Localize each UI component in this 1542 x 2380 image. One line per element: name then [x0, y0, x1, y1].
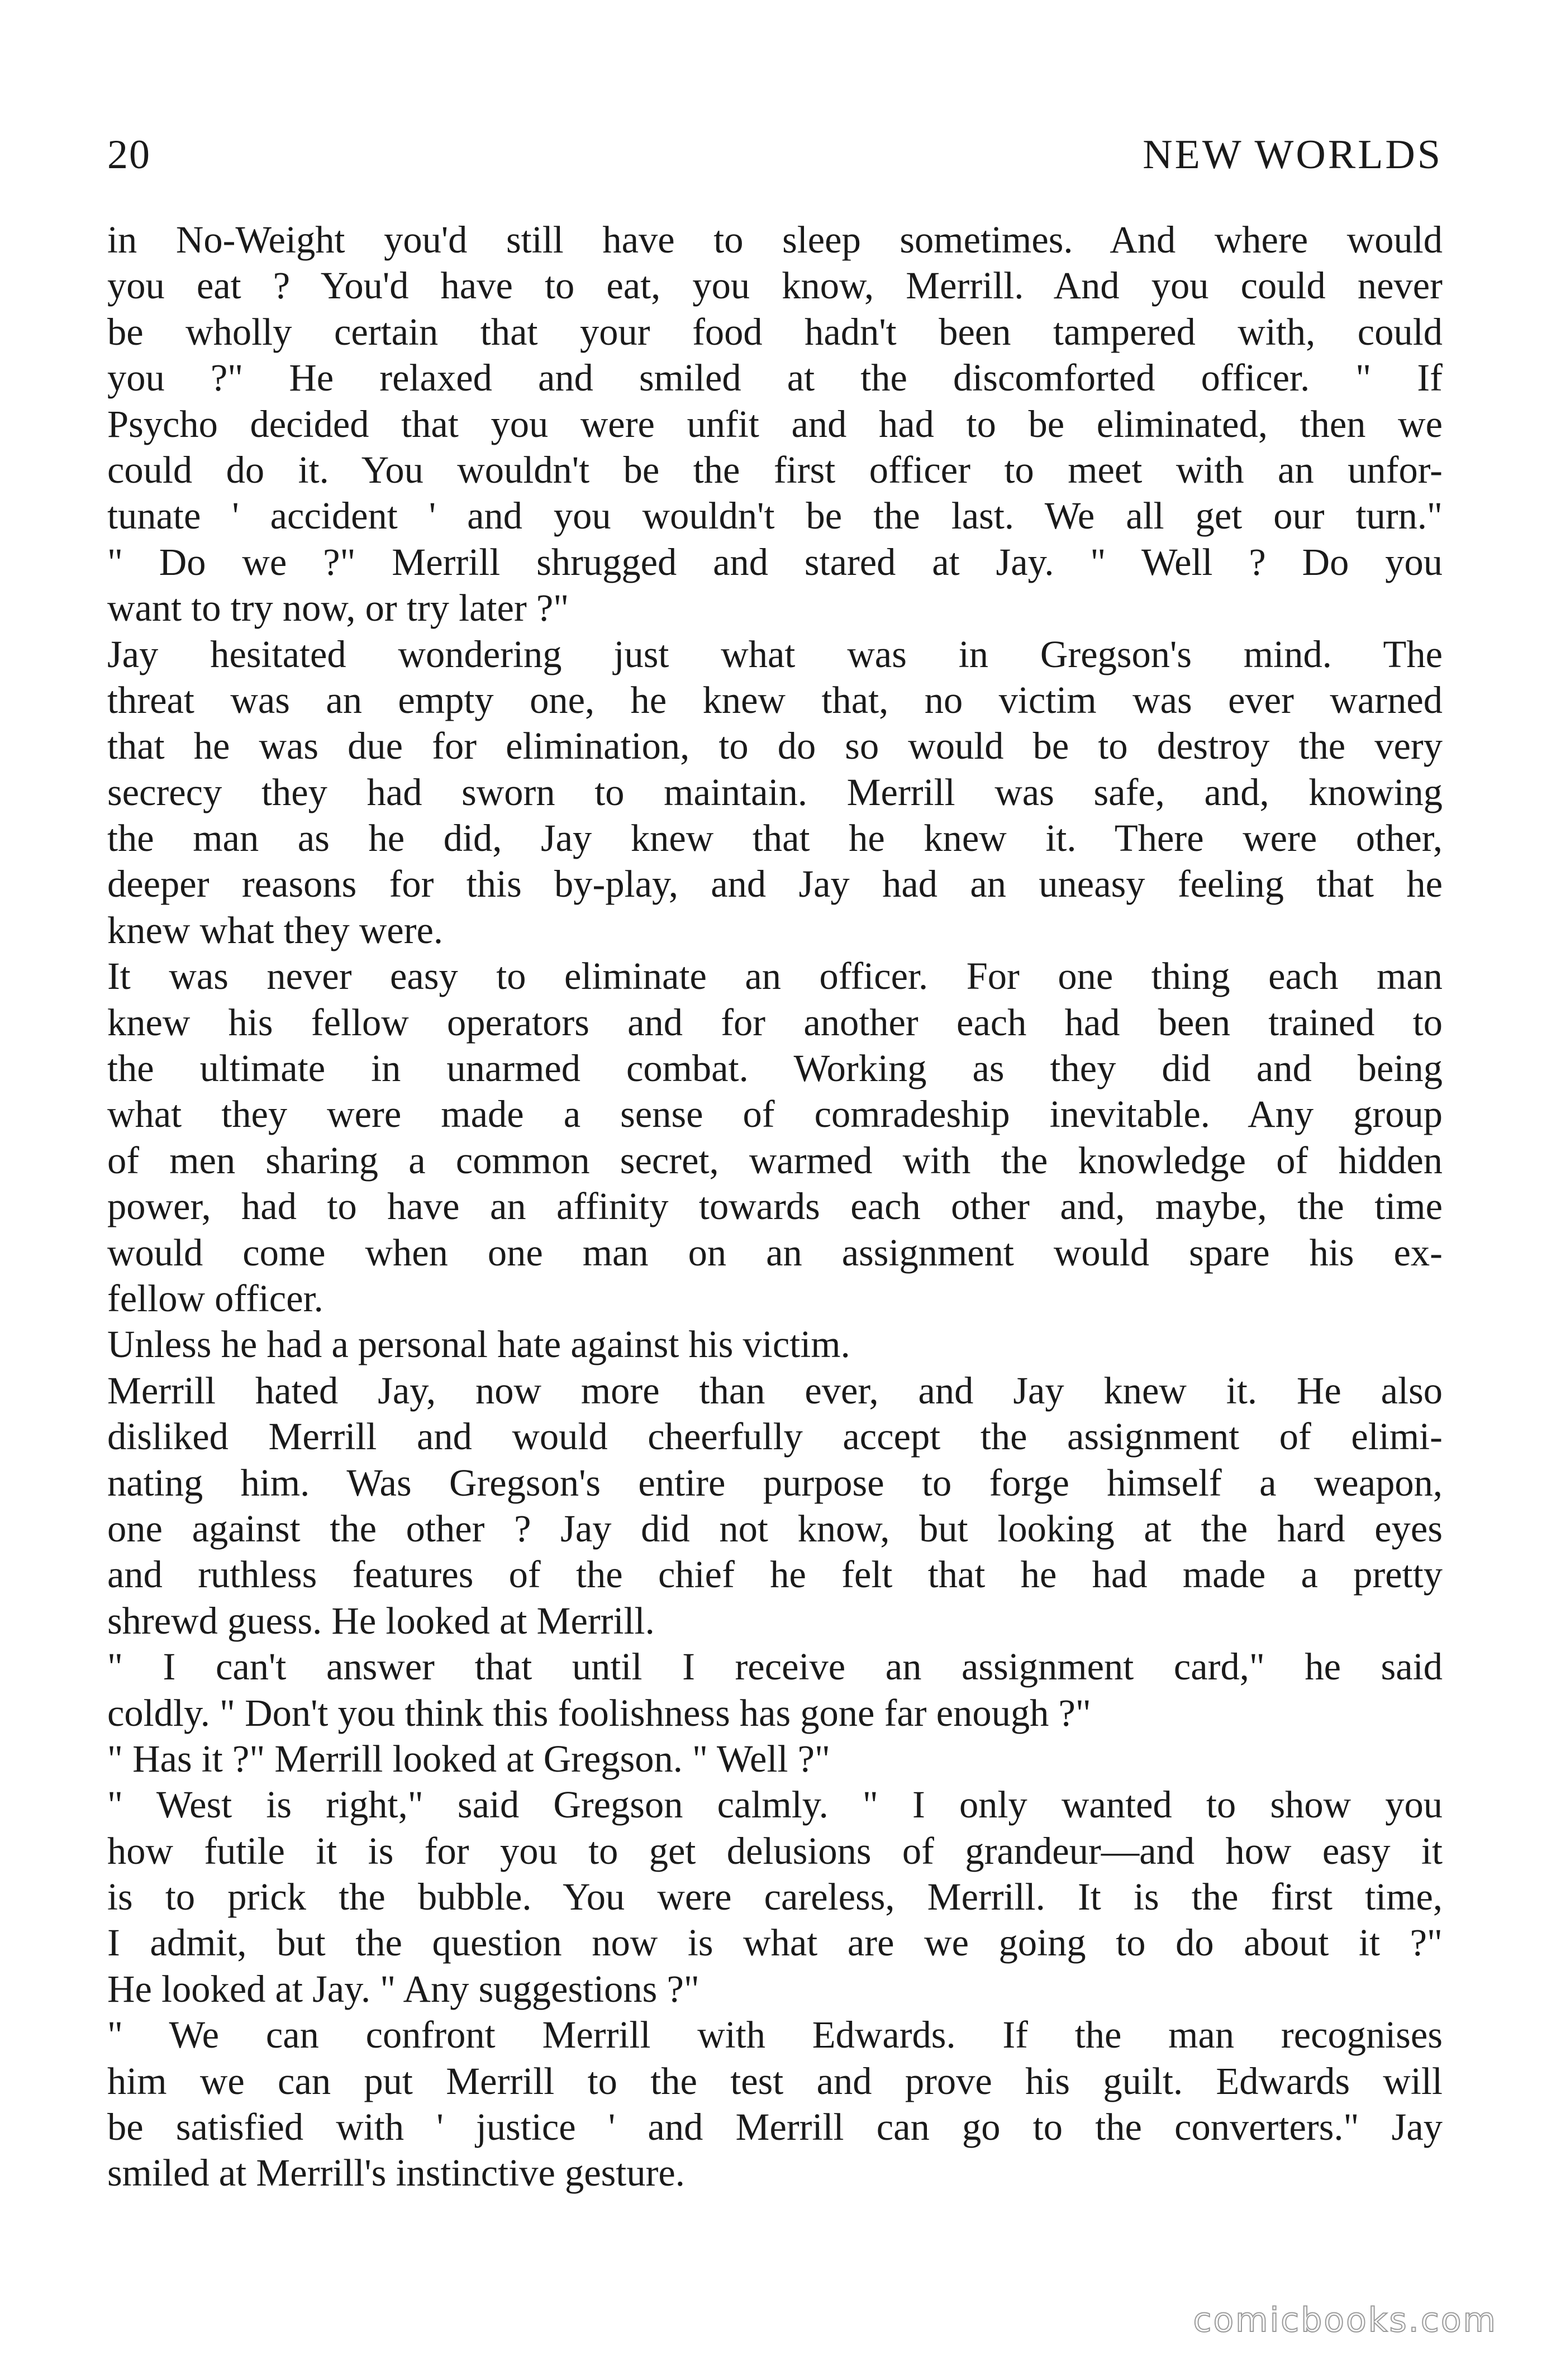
text-line: It was never easy to eliminate an officer. For one thing each man: [107, 955, 1443, 998]
text-line: is to prick the bubble. You were careless, Merrill. It is the first time,: [107, 1876, 1443, 1919]
text-line: what they were made a sense of comradeship inevitable. Any group: [107, 1093, 1443, 1136]
text-line: " West is right," said Gregson calmly. " I only wanted to show you: [107, 1783, 1443, 1826]
text-line: " We can confront Merrill with Edwards. If the man recognises: [107, 2014, 1443, 2057]
text-line: disliked Merrill and would cheerfully accept the assignment of elimi-: [107, 1415, 1443, 1458]
text-line: want to try now, or try later ?": [107, 587, 569, 630]
text-line: would come when one man on an assignment would spare his ex-: [107, 1231, 1443, 1274]
text-line: knew his fellow operators and for another each had been trained to: [107, 1001, 1443, 1044]
text-line: coldly. " Don't you think this foolishness has gone far enough ?": [107, 1691, 1091, 1734]
text-line: that he was due for elimination, to do so would be to destroy the very: [107, 725, 1443, 768]
text-line: nating him. Was Gregson's entire purpose to forge himself a weapon,: [107, 1461, 1443, 1504]
text-line: and ruthless features of the chief he felt that he had made a pretty: [107, 1553, 1443, 1596]
text-line: power, had to have an affinity towards each other and, maybe, the time: [107, 1185, 1443, 1228]
text-line: be wholly certain that your food hadn't been tampered with, could: [107, 310, 1443, 353]
text-line: Merrill hated Jay, now more than ever, and Jay knew it. He also: [107, 1369, 1443, 1412]
text-line: smiled at Merrill's instinctive gesture.: [107, 2151, 685, 2195]
text-line: tunate ' accident ' and you wouldn't be the last. We all get our turn.": [107, 494, 1443, 537]
text-line: how futile it is for you to get delusions of grandeur—and how easy it: [107, 1829, 1443, 1872]
text-line: be satisfied with ' justice ' and Merrill can go to the converters." Jay: [107, 2106, 1443, 2149]
text-line: you ?" He relaxed and smiled at the discomforted officer. " If: [107, 356, 1443, 399]
text-line: shrewd guess. He looked at Merrill.: [107, 1599, 655, 1642]
text-line: Psycho decided that you were unfit and had to be eliminated, then we: [107, 402, 1443, 445]
text-line: him we can put Merrill to the test and prove his guilt. Edwards will: [107, 2059, 1443, 2102]
text-line: " Has it ?" Merrill looked at Gregson. " Well ?": [107, 1737, 831, 1780]
text-line: threat was an empty one, he knew that, no victim was ever warned: [107, 678, 1443, 721]
text-line: He looked at Jay. " Any suggestions ?": [107, 1967, 699, 2010]
text-line: you eat ? You'd have to eat, you know, Merrill. And you could never: [107, 264, 1443, 307]
text-line: " I can't answer that until I receive an assignment card," he said: [107, 1645, 1443, 1688]
running-header: [107, 124, 1443, 185]
watermark: comicbooks.com: [1193, 2301, 1497, 2340]
text-line: secrecy they had sworn to maintain. Merrill was safe, and, knowing: [107, 770, 1443, 813]
text-line: could do it. You wouldn't be the first officer to meet with an unfor-: [107, 448, 1443, 491]
text-line: deeper reasons for this by-play, and Jay had an uneasy feeling that he: [107, 863, 1443, 906]
text-line: Jay hesitated wondering just what was in Gregson's mind. The: [107, 632, 1443, 675]
text-line: fellow officer.: [107, 1277, 323, 1320]
text-line: one against the other ? Jay did not know, but looking at the hard eyes: [107, 1507, 1443, 1550]
page-number: 20: [107, 132, 151, 178]
running-title: NEW WORLDS: [1143, 132, 1443, 178]
text-line: " Do we ?" Merrill shrugged and stared at Jay. " Well ? Do you: [107, 540, 1443, 583]
text-line: Unless he had a personal hate against his victim.: [107, 1323, 850, 1366]
text-line: the man as he did, Jay knew that he knew it. There were other,: [107, 817, 1443, 860]
text-line: in No-Weight you'd still have to sleep sometimes. And where would: [107, 218, 1443, 261]
text-line: of men sharing a common secret, warmed with the knowledge of hidden: [107, 1139, 1443, 1182]
text-line: knew what they were.: [107, 908, 444, 951]
text-line: I admit, but the question now is what are we going to do about it ?": [107, 1921, 1443, 1964]
text-line: the ultimate in unarmed combat. Working as they did and being: [107, 1047, 1443, 1090]
body-text: [107, 217, 1443, 2196]
